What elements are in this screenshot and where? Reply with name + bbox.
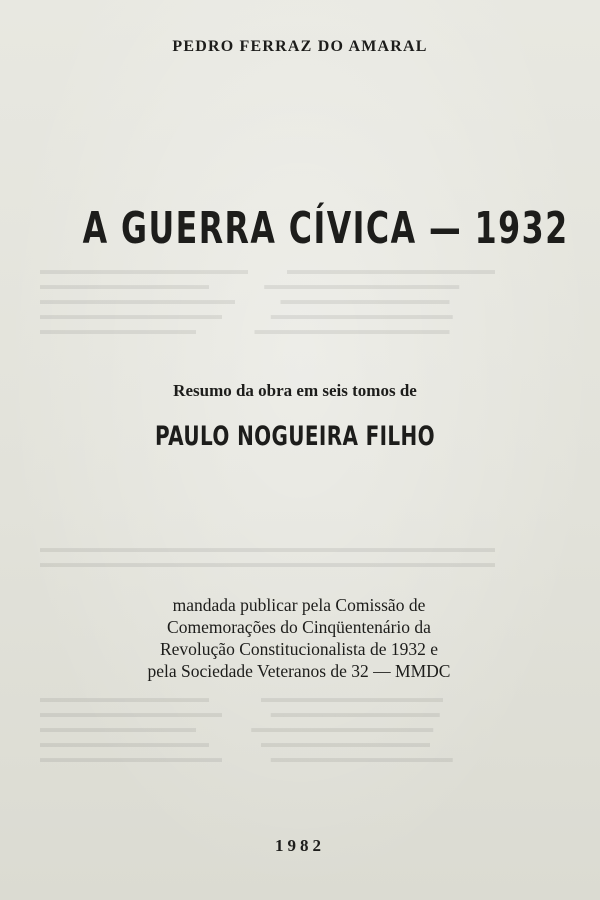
summary-author-name: PAULO NOGUEIRA FILHO: [155, 421, 435, 452]
publication-note-line: pela Sociedade Veteranos de 32 — MMDC: [147, 661, 451, 681]
author-name: PEDRO FERRAZ DO AMARAL: [172, 38, 428, 55]
bleed-through-texture: ▬▬▬▬▬▬▬▬▬▬▬▬▬ ▬▬▬▬▬▬▬▬▬▬▬▬▬▬ ▬▬▬▬▬▬▬▬▬▬▬▬▬▬ ▬▬▬▬▬▬▬▬▬▬▬▬▬ ▬▬▬▬▬▬▬▬▬▬▬▬ ▬▬▬▬▬▬▬▬▬▬▬▬▬▬ ▬▬▬▬▬▬▬▬▬▬▬▬▬ ▬▬▬▬▬▬▬▬▬▬▬▬▬ ▬▬▬▬▬▬▬▬▬▬▬▬▬▬ ▬▬▬▬▬▬▬▬▬▬▬▬▬▬: [40, 690, 453, 765]
summary-line: Resumo da obra em seis tomos de: [173, 381, 417, 400]
publication-note-line: Revolução Constitucionalista de 1932 e: [159, 639, 438, 659]
book-title: A GUERRA CÍVICA — 1932: [82, 203, 569, 254]
bleed-through-texture: ▬▬▬▬▬▬▬▬▬▬▬▬▬▬▬▬▬▬▬▬▬▬▬▬▬▬▬▬▬▬▬▬▬▬▬ ▬▬▬▬▬▬▬▬▬▬▬▬▬▬▬▬▬▬▬▬▬▬▬▬▬▬▬▬▬▬▬▬▬▬▬: [40, 540, 495, 570]
publication-year: 1982: [275, 836, 325, 855]
publication-note-line: Comemorações do Cinqüentenário da: [167, 617, 431, 637]
publication-note-line: mandada publicar pela Comissão de: [172, 595, 426, 615]
publication-note: [0, 594, 598, 682]
bleed-through-texture: ▬▬▬▬▬▬▬▬▬▬▬▬▬▬▬▬ ▬▬▬▬▬▬▬▬▬▬▬▬▬▬▬▬ ▬▬▬▬▬▬▬▬▬▬▬▬▬ ▬▬▬▬▬▬▬▬▬▬▬▬▬▬▬ ▬▬▬▬▬▬▬▬▬▬▬▬▬▬▬ ▬▬▬▬▬▬▬▬▬▬▬▬▬ ▬▬▬▬▬▬▬▬▬▬▬▬▬▬ ▬▬▬▬▬▬▬▬▬▬▬▬▬▬ ▬▬▬▬▬▬▬▬▬▬▬▬ ▬▬▬▬▬▬▬▬▬▬▬▬▬▬▬: [40, 262, 495, 337]
